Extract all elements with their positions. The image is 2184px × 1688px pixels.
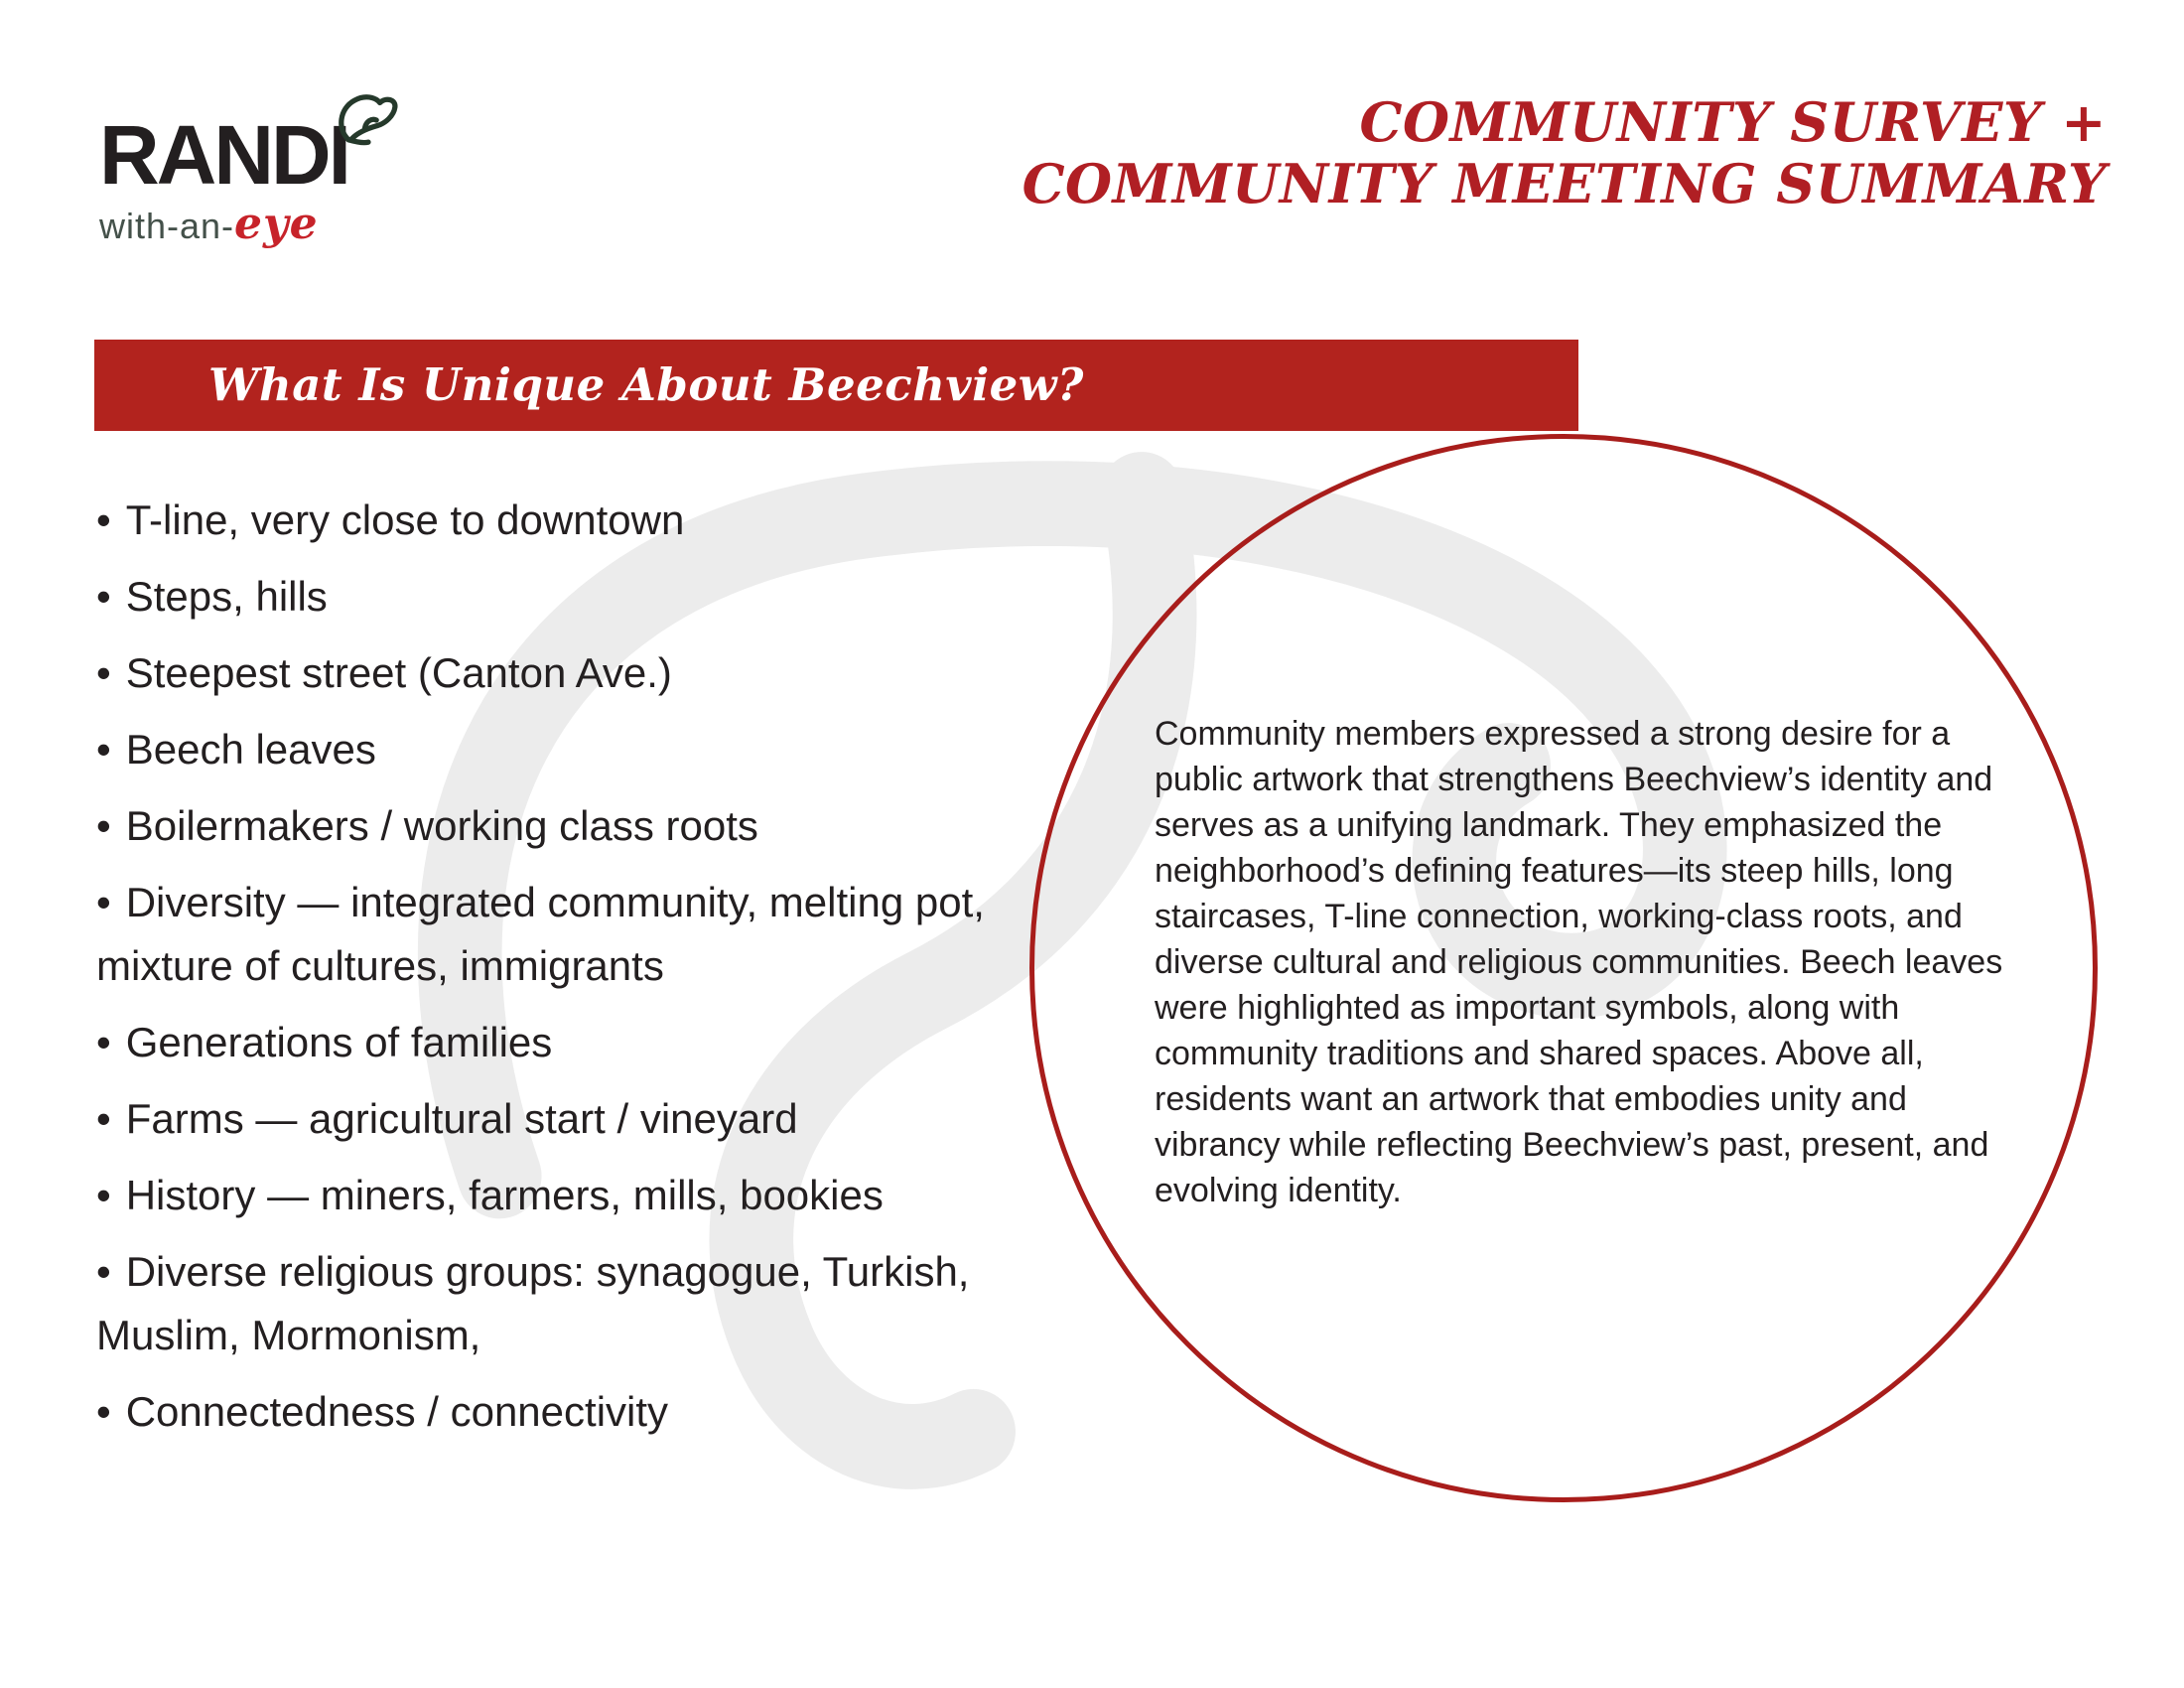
list-item [96,1380,1010,1444]
list-item [96,641,1010,705]
bullet-text: Connectedness / connectivity [125,1388,669,1435]
summary-text: Community members expressed a strong desire for a public artwork that strengthens Beechview’s identity and serves as a unifying landmark. They emphasized the neighborhood’s defining features—its steep hills, long staircases, T-line connection, working-class roots, and diverse cultural and religious communities. Beech leaves were highlighted as important symbols, along with community traditions and shared spaces. Above all, residents want an artwork that embodies unity and vibrancy while reflecting Beechview’s past, present, and evolving identity. [1155,715,2003,1209]
bullet-text: T-line, very close to downtown [125,496,685,543]
randi-logo [99,107,348,248]
page-title [1023,91,2107,214]
bullet-icon: • [96,802,111,849]
bullet-icon: • [96,1095,111,1142]
list-item [96,1011,1010,1074]
flag-icon [334,89,403,151]
bullet-text: Steepest street (Canton Ave.) [125,649,672,696]
list-item [96,794,1010,858]
bullet-icon: • [96,1388,111,1435]
list-item [96,718,1010,781]
bullet-text: Diversity — integrated community, melting pot, mixture of cultures, immigrants [96,879,985,989]
title-line-2: COMMUNITY MEETING SUMMARY [1022,152,2107,215]
tagline-prefix: with-an- [99,206,235,246]
bullet-text: Diverse religious groups: synagogue, Turkish, Muslim, Mormonism, [96,1248,970,1358]
bullet-text: Generations of families [125,1019,553,1065]
logo-tagline [99,199,348,249]
bullet-list [96,489,1010,1457]
bullet-icon: • [96,1019,111,1065]
bullet-icon: • [96,1248,111,1295]
logo-wordmark: RANDI [99,108,348,202]
list-item [96,565,1010,629]
bullet-text: Beech leaves [125,726,376,773]
list-item [96,871,1010,998]
bullet-text: Farms — agricultural start / vineyard [125,1095,798,1142]
section-banner [94,340,1578,431]
bullet-icon: • [96,1172,111,1218]
bullet-icon: • [96,879,111,925]
bullet-icon: • [96,573,111,620]
bullet-text: Steps, hills [125,573,328,620]
list-item [96,1240,1010,1367]
tagline-accent: eye [234,199,319,249]
bullet-icon: • [96,726,111,773]
list-item [96,1087,1010,1151]
list-item [96,1164,1010,1227]
bullet-icon: • [96,649,111,696]
list-item [96,489,1010,552]
title-line-1: COMMUNITY SURVEY + [1359,90,2107,154]
bullet-icon: • [96,496,111,543]
section-banner-label: What Is Unique About Beechview? [208,358,1084,411]
bullet-text: Boilermakers / working class roots [125,802,758,849]
bullet-text: History — miners, farmers, mills, bookies [125,1172,884,1218]
